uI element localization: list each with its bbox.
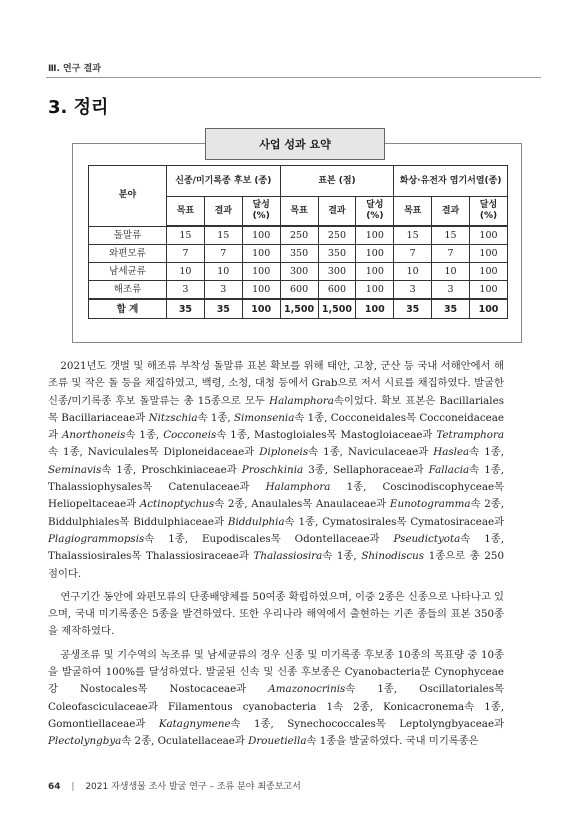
table-row bbox=[89, 245, 508, 263]
table-cell: 15 bbox=[167, 226, 205, 245]
subhead-target: 목표 bbox=[280, 197, 318, 227]
section-header: Ⅲ. 연구 결과 bbox=[48, 64, 101, 74]
report-title: 2021 자생생물 조사 발굴 연구 – 조류 분야 최종보고서 bbox=[85, 782, 301, 792]
table-cell: 100 bbox=[470, 226, 508, 245]
table-cell: 7 bbox=[394, 245, 432, 263]
table-cell: 10 bbox=[167, 263, 205, 281]
table-row bbox=[89, 263, 508, 281]
table-cell: 1,500 bbox=[318, 299, 356, 319]
table-cell: 10 bbox=[394, 263, 432, 281]
table-cell: 100 bbox=[356, 245, 394, 263]
page-title: 3. 정리 bbox=[48, 97, 109, 118]
table-row bbox=[89, 226, 508, 245]
page-number: 64 bbox=[48, 782, 61, 792]
subhead-achievement: 달성 (%) bbox=[356, 197, 394, 227]
table-cell: 350 bbox=[280, 245, 318, 263]
group-header-image-dna: 화상·유전자 염기서열(종) bbox=[394, 166, 508, 197]
table-cell: 300 bbox=[280, 263, 318, 281]
subhead-result: 결과 bbox=[204, 197, 242, 227]
table-cell: 7 bbox=[204, 245, 242, 263]
table-cell: 100 bbox=[356, 299, 394, 319]
table-cell: 15 bbox=[204, 226, 242, 245]
table-cell: 100 bbox=[470, 263, 508, 281]
table-cell: 15 bbox=[394, 226, 432, 245]
table-cell: 100 bbox=[356, 281, 394, 300]
table-cell: 100 bbox=[242, 226, 280, 245]
header-divider bbox=[46, 77, 541, 78]
table-row bbox=[89, 281, 508, 300]
table-cell: 100 bbox=[242, 245, 280, 263]
subhead-target: 목표 bbox=[394, 197, 432, 227]
table-cell: 250 bbox=[280, 226, 318, 245]
subhead-result: 결과 bbox=[432, 197, 470, 227]
body-text bbox=[48, 358, 504, 757]
table-cell: 350 bbox=[318, 245, 356, 263]
table-cell: 35 bbox=[167, 299, 205, 319]
table-cell: 15 bbox=[432, 226, 470, 245]
table-cell: 3 bbox=[432, 281, 470, 300]
table-cell: 35 bbox=[432, 299, 470, 319]
table-cell: 100 bbox=[470, 245, 508, 263]
subhead-achievement: 달성 (%) bbox=[470, 197, 508, 227]
table-title: 사업 성과 요약 bbox=[205, 128, 385, 160]
table-cell: 600 bbox=[318, 281, 356, 300]
table-cell: 300 bbox=[318, 263, 356, 281]
row-label: 와편모류 bbox=[89, 245, 167, 263]
row-label: 돌말류 bbox=[89, 226, 167, 245]
group-header-specimen: 표본 (점) bbox=[280, 166, 394, 197]
table-cell: 7 bbox=[432, 245, 470, 263]
table-cell: 100 bbox=[242, 299, 280, 319]
table-cell: 35 bbox=[204, 299, 242, 319]
row-label: 해조류 bbox=[89, 281, 167, 300]
paragraph-diatoms: 2021년도 갯벌 및 해조류 부착성 돌말류 표본 확보를 위해 태안, 고창, 군산 등 국내 서해안에서 해조류 및 작은 돌 등을 채집하였고, 백령, 소청, 대청 등에서 Grab으로 저서 시료를 채집하였다. 발굴한 신종/미기록종 후보 돌말류는 총 15종으로 모두 Halamphora속이었다. 확보 표본은 Bacillariales목 Bacillariaceae과 Nitzschia속 1종, Simonsenia속 1종, Cocconeidales목 Cocconeidaceae과 Anorthoneis속 1종, Cocconeis속 1종, Mastogloiales목 Mastogloiaceae과 Tetramphora속 1종, Naviculales목 Diploneidaceae과 Diploneis속 1종, Naviculaceae과 Haslea속 1종, Seminavis속 1종, Proschkiniaceae과 Proschkinia 3종, Sellaphoraceae과 Fallacia속 1종, Thalassiophysales목 Catenulaceae과 Halamphora 1종, Coscinodiscophyceae목 Heliopeltaceae과 Actinoptychus속 2종, Anaulales목 Anaulaceae과 Eunotogramma속 2종, Biddulphiales목 Biddulphiaceae과 Biddulphia속 1종, Cymatosirales목 Cymatosiraceae과 Plagiogrammopsis속 1종, Eupodiscales목 Odontellaceae과 Pseudictyota속 1종, Thalassiosirales목 Thalassiosiraceae과 Thalassiosira속 1종, Shinodiscus 1종으로 총 250점이다. bbox=[48, 360, 505, 580]
table-cell: 250 bbox=[318, 226, 356, 245]
row-header-field: 분야 bbox=[89, 166, 167, 227]
row-label: 합 계 bbox=[89, 299, 167, 319]
table-cell: 7 bbox=[167, 245, 205, 263]
subhead-target: 목표 bbox=[167, 197, 205, 227]
table-total-row bbox=[89, 299, 508, 319]
footer-separator: | bbox=[71, 782, 75, 792]
table-cell: 100 bbox=[356, 226, 394, 245]
table-cell: 10 bbox=[432, 263, 470, 281]
subhead-achievement: 달성 (%) bbox=[242, 197, 280, 227]
table-cell: 3 bbox=[394, 281, 432, 300]
table-cell: 3 bbox=[204, 281, 242, 300]
group-header-species: 신종/미기록종 후보 (종) bbox=[167, 166, 281, 197]
subhead-result: 결과 bbox=[318, 197, 356, 227]
table-cell: 100 bbox=[242, 263, 280, 281]
page-footer bbox=[48, 779, 301, 792]
table-cell: 100 bbox=[356, 263, 394, 281]
row-label: 남세균류 bbox=[89, 263, 167, 281]
table-cell: 100 bbox=[470, 281, 508, 300]
table-cell: 10 bbox=[204, 263, 242, 281]
table-cell: 35 bbox=[394, 299, 432, 319]
paragraph-cyanobacteria: 공생조류 및 기수역의 녹조류 및 남세균류의 경우 신종 및 미기록종 후보종 10종의 목표량 중 10종을 발굴하여 100%를 달성하였다. 발굴된 신속 및 신종 후보종은 Cyanobacteria문 Cynophyceae강 Nostocales목 Nostocaceae과 Amazonocrinis속 1종, Oscillatoriales목 Coleofasciculaceae과 Filamentous cyanobacteria 1속 2종, Konicacronema속 1종, Gomontiellaceae과 Katagnymene속 1종, Synechococcales목 Leptolyngbyaceae과 Plectolyngbya속 2종, Oculatellaceae과 Drouetiella속 1종을 발굴하였다. 국내 미기록종은 bbox=[48, 648, 504, 748]
summary-table bbox=[88, 165, 508, 319]
paragraph-dinoflagellates: 연구기간 동안에 와편모류의 단종배양체를 50여종 확립하였으며, 이중 2종은 신종으로 나타나고 있으며, 국내 미기록종은 5종을 발견하였다. 또한 우리나라 해역에서 출현하는 기존 종들의 표본 350종을 제작하였다. bbox=[48, 590, 504, 638]
table-cell: 100 bbox=[470, 299, 508, 319]
table-cell: 600 bbox=[280, 281, 318, 300]
table-cell: 3 bbox=[167, 281, 205, 300]
table-cell: 1,500 bbox=[280, 299, 318, 319]
table-cell: 100 bbox=[242, 281, 280, 300]
